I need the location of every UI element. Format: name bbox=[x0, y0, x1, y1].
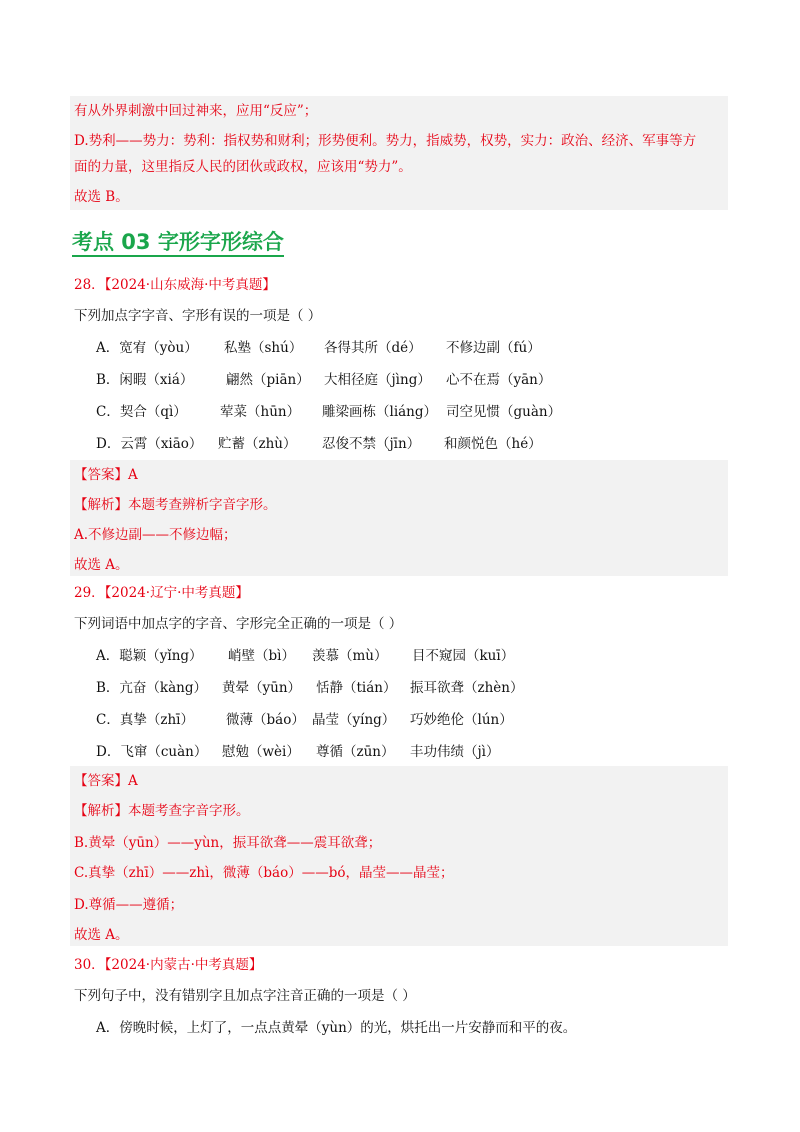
option-a-4: 目不窥园（kuī） bbox=[412, 648, 515, 664]
analysis-line: 面的力量，这里指反人民的团伙或政权，应该用“势力”。 bbox=[74, 159, 412, 175]
conclusion-line: 故选 A。 bbox=[74, 927, 129, 943]
option-a-4: 不修边副（fú） bbox=[446, 340, 541, 356]
option-c-2: 荤菜（hūn） bbox=[220, 404, 301, 420]
option-d-1: D．飞窜（cuàn） bbox=[96, 744, 208, 760]
option-b-3: 恬静（tián） bbox=[316, 680, 397, 696]
answer-value: A bbox=[128, 773, 138, 789]
analysis-detail: C.真挚（zhī）——zhì，微薄（báo）——bó，晶莹——晶莹； bbox=[74, 865, 454, 881]
question-number: 29．【2024·辽宁·中考真题】 bbox=[74, 585, 249, 601]
question-number: 30．【2024·内蒙古·中考真题】 bbox=[74, 957, 263, 973]
answer-line bbox=[74, 466, 138, 484]
section-heading: 考点 03 字形字形综合 bbox=[72, 230, 284, 254]
option-c-1: C．真挚（zhī） bbox=[96, 712, 194, 728]
question-30-stem: 下列句子中，没有错别字且加点字注音正确的一项是（ ） bbox=[74, 988, 416, 1004]
option-b-3: 大相径庭（jìng） bbox=[324, 372, 431, 388]
option-b-1: B．闲暇（xiá） bbox=[96, 372, 194, 388]
option-b-2: 黄晕（yūn） bbox=[222, 680, 302, 696]
analysis-line bbox=[74, 802, 250, 820]
option-d-1: D．云霄（xiāo） bbox=[96, 436, 203, 452]
option-c-3: 雕梁画栋（liáng） bbox=[322, 404, 438, 420]
answer-label: 【答案】 bbox=[74, 467, 128, 483]
option-d-4: 和颜悦色（hé） bbox=[444, 436, 542, 452]
option-d-4: 丰功伟绩（jì） bbox=[410, 744, 500, 760]
section-heading-underline bbox=[72, 255, 284, 257]
question-28-answer-box bbox=[70, 460, 728, 576]
option-c-3: 晶莹（yíng） bbox=[312, 712, 396, 728]
option-a-3: 羡慕（mù） bbox=[312, 648, 388, 664]
question-30-header bbox=[74, 956, 262, 974]
option-a-2: 峭壁（bì） bbox=[228, 648, 295, 664]
answer-label: 【答案】 bbox=[74, 773, 128, 789]
question-29-answer-box bbox=[70, 766, 728, 946]
option-d-3: 尊循（zūn） bbox=[316, 744, 395, 760]
option-a-2: 私塾（shú） bbox=[224, 340, 303, 356]
option-b-4: 心不在焉（yān） bbox=[446, 372, 552, 388]
option-a-3: 各得其所（dé） bbox=[324, 340, 422, 356]
answer-value: A bbox=[128, 467, 138, 483]
conclusion-line: 故选 B。 bbox=[74, 189, 129, 205]
option-c-2: 微薄（báo） bbox=[226, 712, 305, 728]
question-30-option-a: A．傍晚时候，上灯了，一点点黄晕（yùn）的光，烘托出一片安静而和平的夜。 bbox=[96, 1020, 577, 1036]
question-28-stem: 下列加点字字音、字形有误的一项是（ ） bbox=[74, 308, 322, 324]
analysis-line bbox=[74, 496, 277, 514]
question-28-header bbox=[74, 276, 276, 294]
option-d-3: 忍俊不禁（jīn） bbox=[322, 436, 421, 452]
option-d-2: 慰勉（wèi） bbox=[222, 744, 300, 760]
option-b-2: 翩然（piān） bbox=[226, 372, 310, 388]
analysis-label: 【解析】 bbox=[74, 803, 128, 819]
top-analysis-box bbox=[70, 96, 728, 210]
analysis-line: D.势利——势力：势利：指权势和财利；形势便利。势力，指威势，权势，实力：政治、经济、军事等方 bbox=[74, 133, 697, 149]
question-number: 28．【2024·山东威海·中考真题】 bbox=[74, 277, 276, 293]
option-a-1: A．宽宥（yòu） bbox=[96, 340, 198, 356]
question-29-stem: 下列词语中加点字的字音、字形完全正确的一项是（ ） bbox=[74, 616, 403, 632]
option-b-4: 振耳欲聋（zhèn） bbox=[410, 680, 524, 696]
analysis-detail: D.尊循——遵循； bbox=[74, 897, 184, 913]
option-c-1: C．契合（qì） bbox=[96, 404, 187, 420]
question-29-header bbox=[74, 584, 249, 602]
analysis-text: 本题考查辨析字音字形。 bbox=[128, 497, 277, 513]
conclusion-line: 故选 A。 bbox=[74, 557, 129, 573]
option-c-4: 巧妙绝伦（lún） bbox=[410, 712, 513, 728]
analysis-text: 本题考查字音字形。 bbox=[128, 803, 250, 819]
option-d-2: 贮蓄（zhù） bbox=[218, 436, 297, 452]
option-b-1: B．亢奋（kàng） bbox=[96, 680, 207, 696]
analysis-label: 【解析】 bbox=[74, 497, 128, 513]
analysis-detail: A.不修边副——不修边幅； bbox=[74, 527, 237, 543]
option-a-1: A．聪颖（yǐng） bbox=[96, 648, 203, 664]
analysis-line: 有从外界刺激中回过神来，应用“反应”； bbox=[74, 103, 318, 119]
option-c-4: 司空见惯（guàn） bbox=[446, 404, 562, 420]
analysis-detail: B.黄晕（yūn）——yùn，振耳欲聋——震耳欲聋； bbox=[74, 835, 382, 851]
answer-line bbox=[74, 772, 138, 790]
